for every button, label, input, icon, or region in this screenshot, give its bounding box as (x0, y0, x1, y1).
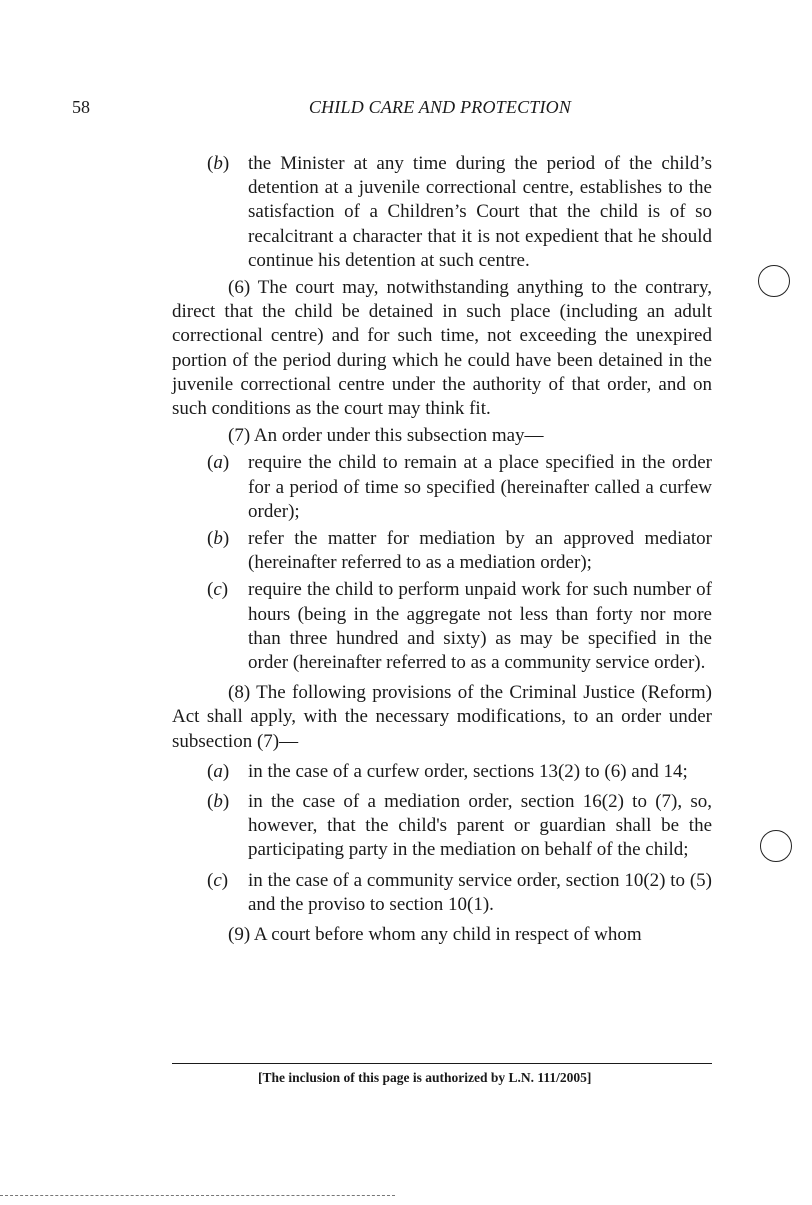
item-text: the Minister at any time during the period of the child’s detention at a juvenile correctional centre, establishes to the satisfaction of a Children’s Court that the child is of so recalcitrant a character that it is not expedient that he should continue his detention at such centre. (248, 153, 712, 271)
paragraph-9: (9) A court before whom any child in respect of whom (228, 924, 642, 946)
paragraph-8-item-a (207, 760, 712, 784)
item-label: (c) (207, 869, 229, 891)
paragraph-8: (8) The following provisions of the Criminal Justice (Reform) Act shall apply, with the necessary modifications, to an order under subsection (7)— (172, 682, 712, 752)
paragraph-8-item-c (207, 869, 712, 917)
paragraph-7-item-a (207, 451, 712, 524)
paragraph-7-item-b (207, 527, 712, 575)
punch-hole-icon (758, 265, 790, 297)
item-b-continued (207, 152, 712, 273)
page-body (172, 152, 712, 947)
footer-rule (172, 1063, 712, 1064)
scan-edge-divider (0, 1195, 395, 1196)
item-label: (c) (207, 579, 229, 601)
paragraph-7: (7) An order under this subsection may— (228, 425, 544, 447)
item-label: (b) (207, 528, 230, 550)
paragraph-8-item-b (207, 790, 712, 863)
page-number: 58 (72, 97, 90, 117)
item-text: in the case of a mediation order, section 16(2) to (7), so, however, that the child's parent or guardian shall be the participating party in the mediation on behalf of the child; (248, 791, 712, 861)
punch-hole-icon (760, 830, 792, 862)
item-label: (a) (207, 452, 230, 474)
authorization-note: [The inclusion of this page is authorized by L.N. 111/2005] (258, 1070, 592, 1085)
running-title: CHILD CARE AND PROTECTION (308, 97, 572, 117)
item-text: require the child to remain at a place specified in the order for a period of time so specified (hereinafter called a curfew order); (248, 452, 712, 522)
item-text: refer the matter for mediation by an approved mediator (hereinafter referred to as a mediation order); (248, 528, 712, 574)
item-text: in the case of a curfew order, sections 13(2) to (6) and 14; (248, 760, 688, 782)
item-text: in the case of a community service order, section 10(2) to (5) and the proviso to section 10(1). (248, 869, 712, 915)
paragraph-6: (6) The court may, notwithstanding anything to the contrary, direct that the child be detained in such place (including an adult correctional centre) and for such time, not exceeding the unexpired portion of the period during which he could have been detained in the juvenile correctional centre under the authority of that order, and on such conditions as the court may think fit. (172, 277, 712, 420)
paragraph-7-item-c (207, 578, 712, 675)
item-text: require the child to perform unpaid work for such number of hours (being in the aggregate not less than forty nor more than three hundred and sixty) as may be specified in the order (hereinafter referred to as a community service order). (248, 579, 712, 674)
item-label: (b) (207, 153, 230, 174)
item-label: (a) (207, 760, 230, 782)
item-label: (b) (207, 791, 230, 813)
